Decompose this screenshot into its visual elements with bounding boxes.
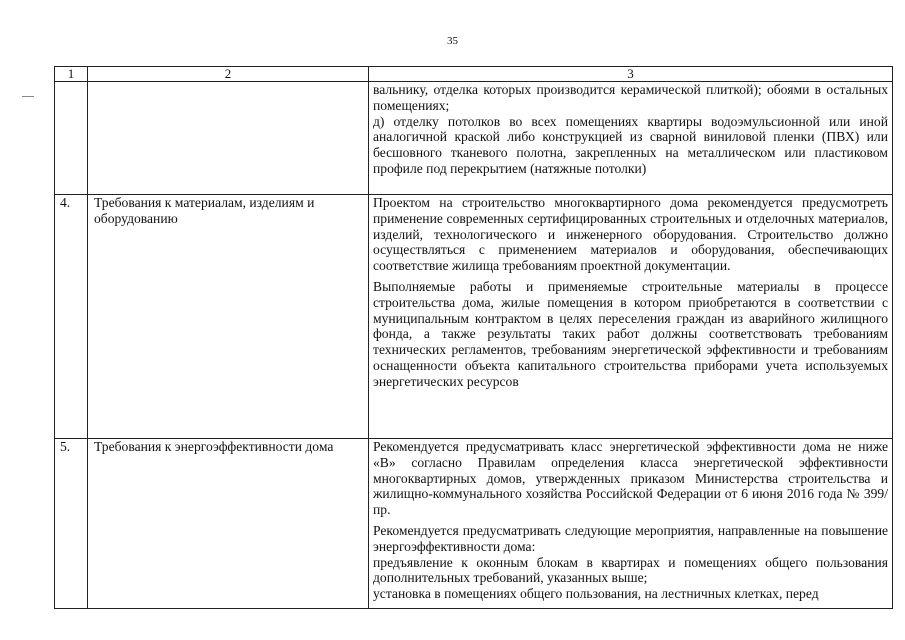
description-cell xyxy=(369,439,893,609)
paragraph: д) отделку потолков во всех помещениях квартиры водоэмульсионной или иной аналогичной краской либо конструкцией из сварной виниловой пленки (ПВХ) или бесшовного тканевого полотна, закрепленных на металлическом или пластиковом профиле под перекрытием (натяжные потолки) xyxy=(373,113,888,176)
table-row-5 xyxy=(55,439,893,609)
number-cell xyxy=(55,82,88,195)
paragraph: вальнику, отделка которых производится керамической плиткой); обоями в остальных помещениях; xyxy=(373,82,888,113)
column-header-1: 1 xyxy=(55,67,88,82)
row-number: 4. xyxy=(55,195,88,439)
paragraph: Рекомендуется предусматривать следующие мероприятия, направленные на повышение энергоэффективности дома: xyxy=(373,522,888,554)
table-row-4 xyxy=(55,195,893,439)
description-cell xyxy=(369,195,893,439)
column-header-3: 3 xyxy=(369,67,893,82)
paragraph: Рекомендуется предусматривать класс энергетической эффективности дома не ниже «В» согласно Правилам определения класса энергетической эффективности многоквартирных домов, утвержденных приказом Министерства строительства и жилищно-коммунального хозяйства Российской Федерации от 6 июня 2016 года № 399/пр. xyxy=(373,439,888,518)
table-header-row xyxy=(55,67,893,82)
page-number: 35 xyxy=(447,35,458,47)
requirement-cell xyxy=(88,82,369,195)
margin-mark xyxy=(22,96,34,97)
row-number: 5. xyxy=(55,439,88,609)
table-row-continuation xyxy=(55,82,893,195)
requirement-title: Требования к материалам, изделиям и оборудованию xyxy=(88,195,369,439)
requirement-title: Требования к энергоэффективности дома xyxy=(88,439,369,609)
paragraph: предъявление к оконным блокам в квартирах и помещениях общего пользования дополнительных требований, указанных выше; xyxy=(373,554,888,586)
paragraph: Проектом на строительство многоквартирного дома рекомендуется предусмотреть применение современных сертифицированных строительных и отделочных материалов, изделий, технологического и инженерного оборудования. Строительство должно осуществляться с применением материалов и оборудования, обеспечивающих соответствие жилища требованиям проектной документации. xyxy=(373,195,888,274)
requirements-table xyxy=(54,66,893,609)
description-cell xyxy=(369,82,893,195)
paragraph: установка в помещениях общего пользования, на лестничных клетках, перед xyxy=(373,586,819,602)
column-header-2: 2 xyxy=(88,67,369,82)
paragraph: Выполняемые работы и применяемые строительные материалы в процессе строительства дома, жилые помещения в котором приобретаются в соответствии с муниципальным контрактом в целях переселения граждан из аварийного жилищного фонда, а также результаты таких работ должны соответствовать требованиям технических регламентов, требованиям энергетической эффективности и требованиям оснащенности объекта капитального строительства приборами учета используемых энергетических ресурсов xyxy=(373,278,888,389)
